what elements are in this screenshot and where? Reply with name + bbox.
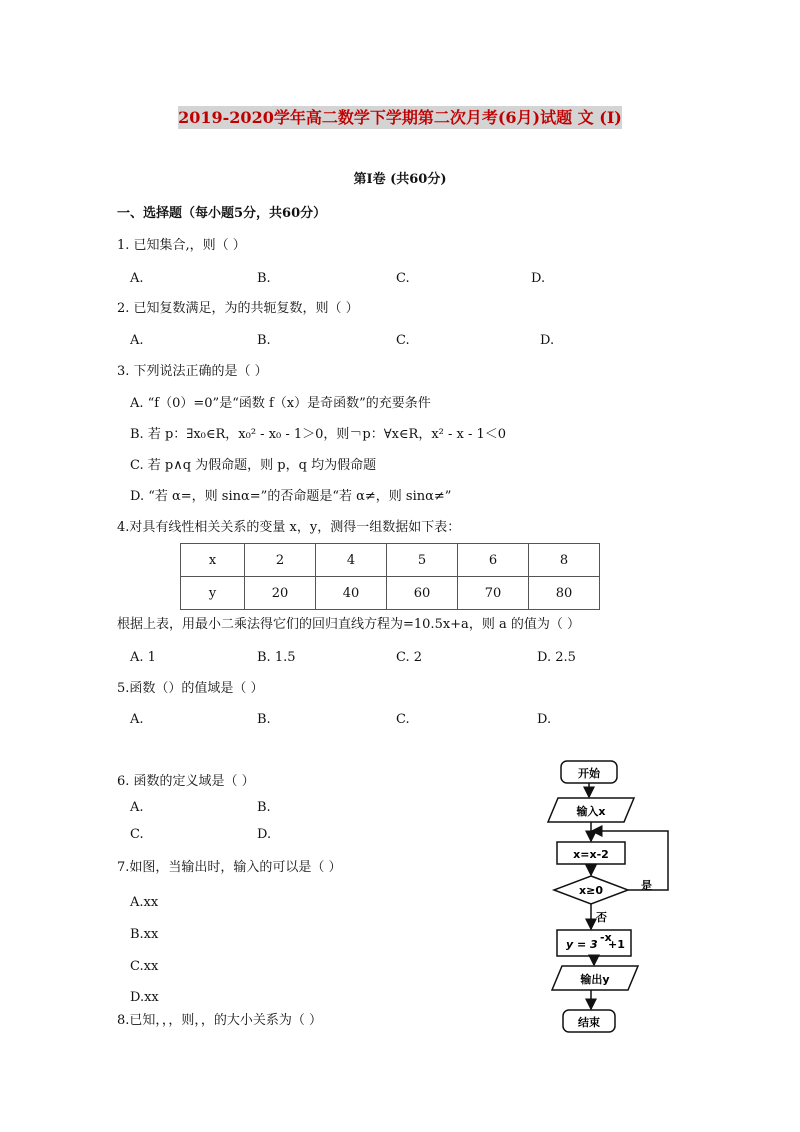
- flowchart-process-label: x=x-2: [573, 848, 609, 861]
- table-row-x: [181, 544, 600, 577]
- q2-option-a: A.: [130, 333, 144, 348]
- table-cell: 80: [529, 577, 600, 610]
- q7-option-a: A.xx: [130, 895, 159, 910]
- table-cell: 5: [387, 544, 458, 577]
- table-cell: 70: [458, 577, 529, 610]
- flowchart-formula-rhs: +1: [608, 938, 625, 951]
- table-cell: 40: [316, 577, 387, 610]
- q3-option-c: C. 若 p∧q 为假命题，则 p，q 均为假命题: [130, 458, 377, 473]
- data-table: [180, 543, 600, 610]
- flowchart-yes-label: 是: [641, 879, 652, 892]
- flowchart-condition-label: x≥0: [579, 884, 603, 897]
- q2-option-b: B.: [257, 333, 271, 348]
- q4-option-d: D. 2.5: [537, 650, 576, 665]
- q6-option-b: B.: [257, 800, 271, 815]
- flowchart-no-label: 否: [596, 911, 607, 924]
- page-title: [0, 110, 800, 126]
- q6-option-d: D.: [257, 827, 272, 842]
- q4-option-c: C. 2: [396, 650, 423, 665]
- flowchart-input-label: 输入x: [576, 805, 606, 818]
- q2-stem: 2. 已知复数满足，为的共轭复数，则（ ）: [117, 301, 359, 316]
- flowchart-formula-lhs: y = 3: [566, 938, 598, 951]
- table-cell: 8: [529, 544, 600, 577]
- q5-option-b: B.: [257, 712, 271, 727]
- q6-stem: 6. 函数的定义域是（ ）: [117, 774, 255, 789]
- q6-option-a: A.: [130, 800, 144, 815]
- section-title: 第Ⅰ卷 (共60分): [353, 172, 447, 187]
- q5-stem: 5.函数（）的值域是（ ）: [117, 681, 264, 696]
- q2-option-c: C.: [396, 333, 410, 348]
- q3-option-b: B. 若 p：∃x₀∈R，x₀² - x₀ - 1＞0，则￢p：∀x∈R，x² - x - 1＜0: [130, 427, 507, 442]
- table-cell: 4: [316, 544, 387, 577]
- q1-option-a: A.: [130, 271, 144, 286]
- q1-stem: 1. 已知集合,，则（ ）: [117, 238, 246, 253]
- q1-option-d: D.: [531, 271, 546, 286]
- q4-option-a: A. 1: [130, 650, 156, 665]
- q3-stem: 3. 下列说法正确的是（ ）: [117, 364, 268, 379]
- flowchart-start-label: 开始: [578, 767, 600, 780]
- table-cell: 2: [245, 544, 316, 577]
- table-row-y: [181, 577, 600, 610]
- flowchart-formula-exponent: -x: [600, 931, 612, 944]
- table-cell: 60: [387, 577, 458, 610]
- q7-stem: 7.如图，当输出时，输入的可以是（ ）: [117, 860, 342, 875]
- q4-stem: 4.对具有线性相关关系的变量 x，y，测得一组数据如下表：: [117, 520, 461, 535]
- q2-option-d: D.: [540, 333, 555, 348]
- q1-option-b: B.: [257, 271, 271, 286]
- q5-option-a: A.: [130, 712, 144, 727]
- q4-option-b: B. 1.5: [257, 650, 296, 665]
- q6-option-c: C.: [130, 827, 144, 842]
- part-heading: 一、选择题（每小题5分，共60分）: [117, 206, 327, 221]
- q3-option-d: D. “若 α=，则 sinα=”的否命题是“若 α≠，则 sinα≠”: [130, 489, 452, 504]
- table-cell: 6: [458, 544, 529, 577]
- q7-option-d: D.xx: [130, 990, 159, 1005]
- q7-option-c: C.xx: [130, 959, 159, 974]
- table-cell: x: [181, 544, 245, 577]
- q3-option-a: A. “f（0）=0”是“函数 f（x）是奇函数”的充要条件: [130, 396, 431, 411]
- page-title-text: 2019-2020学年高二数学下学期第二次月考(6月)试题 文 (I): [178, 108, 622, 127]
- flowchart-end-label: 结束: [578, 1016, 600, 1029]
- q5-option-d: D.: [537, 712, 552, 727]
- flowchart-diagram: [540, 755, 690, 1045]
- table-cell: y: [181, 577, 245, 610]
- q8-stem: 8.已知，，，则，，的大小关系为（ ）: [117, 1013, 323, 1028]
- q7-option-b: B.xx: [130, 927, 159, 942]
- q4-after-text: 根据上表，用最小二乘法得它们的回归直线方程为=10.5x+a，则 a 的值为（ ）: [117, 617, 580, 632]
- table-cell: 20: [245, 577, 316, 610]
- q5-option-c: C.: [396, 712, 410, 727]
- flowchart-output-label: 输出y: [580, 973, 610, 986]
- q1-option-c: C.: [396, 271, 410, 286]
